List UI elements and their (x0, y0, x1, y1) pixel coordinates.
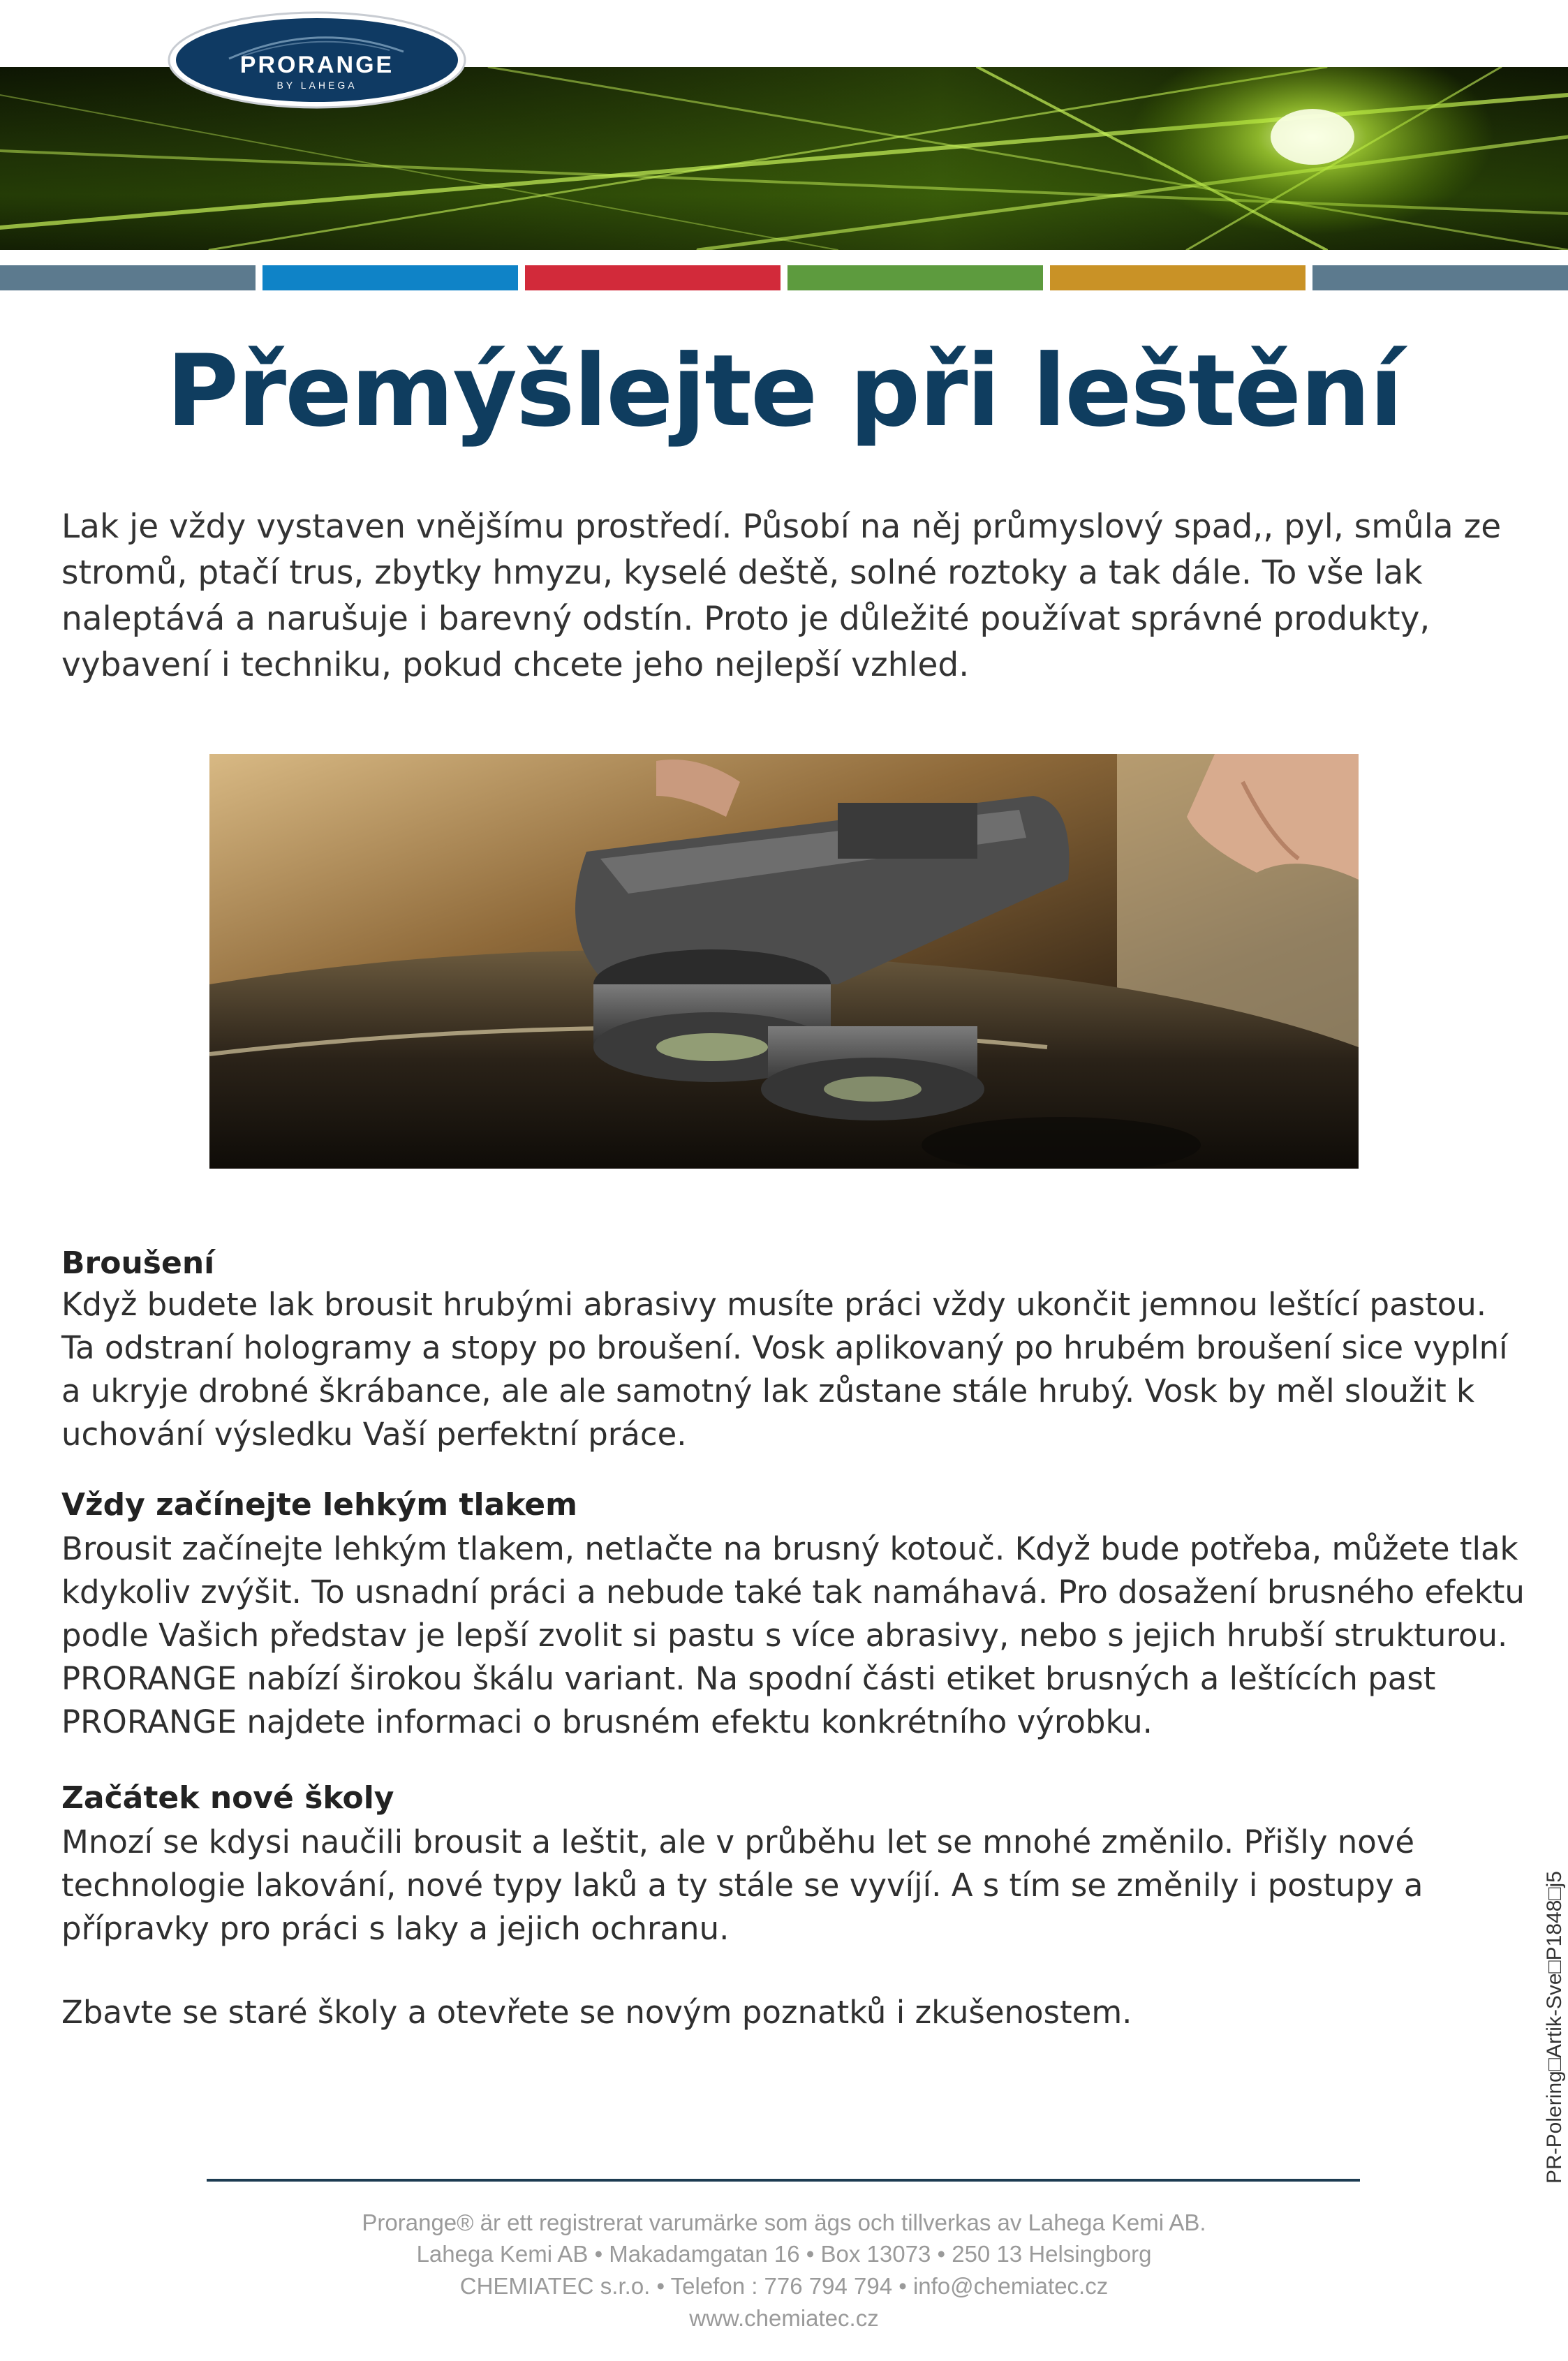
footer-contact: CHEMIATEC s.r.o. • Telefon : 776 794 794 • info@chemiatec.cz (459, 2273, 1109, 2299)
section-heading: Vždy začínejte lehkým tlakem (61, 1487, 577, 1523)
logo-name: PRORANGE (239, 52, 394, 78)
stripe (787, 265, 1043, 290)
footer-website: www.chemiatec.cz (689, 2305, 879, 2331)
intro-paragraph: Lak je vždy vystaven vnějšímu prostředí. Působí na něj průmyslový spad,, pyl, smůla ze stromů, ptačí trus, zbytky hmyzu, kyselé deště, solné roztoky a tak dále. To vše lak naleptává a narušuje i barevný odstín. Proto je důležité používat správné produkty, vybavení i techniku, pokud chcete jeho nejlepší vzhled. (61, 508, 1502, 684)
document-code: PR-Polering□Artik-Sve□P1848□j5 (1543, 1871, 1566, 2184)
footer-address: Lahega Kemi AB • Makadamgatan 16 • Box 13073 • 250 13 Helsingborg (416, 2241, 1152, 2267)
footer-divider (207, 2179, 1360, 2182)
stripe (1312, 265, 1568, 290)
section-body: Mnozí se kdysi naučili brousit a leštit, ale v průběhu let se mnohé změnilo. Přišly nové technologie lakování, nové typy laků a ty stále se vyvíjí. A s tím se změnily i postupy a přípravky pro práci s laky a jejich ochranu. (61, 1823, 1423, 1947)
page-title: Přemýšlejte při leštění (166, 334, 1402, 449)
closing-line: Zbavte se staré školy a otevřete se novým poznatků i zkušenostem. (61, 1994, 1132, 2031)
section-heading: Začátek nové školy (61, 1780, 394, 1816)
stripe (262, 265, 518, 290)
footer-trademark: Prorange® är ett registrerat varumärke som ägs och tillverkas av Lahega Kemi AB. (362, 2210, 1206, 2235)
stripe (0, 265, 256, 290)
color-stripes (0, 265, 1568, 290)
prorange-logo (166, 10, 468, 110)
stripe (1050, 265, 1306, 290)
stripe (525, 265, 781, 290)
section-body: Když budete lak brousit hrubými abrasivy musíte práci vždy ukončit jemnou leštící pastou. Ta odstraní hologramy a stopy po broušení. Vosk aplikovaný po hrubém broušení sice vyplní a ukryje drobné škrábance, ale ale samotný lak zůstane stále hrubý. Vosk by měl sloužit k uchování výsledku Vaší perfektní práce. (61, 1286, 1508, 1453)
polishing-photo (209, 754, 1359, 1169)
section-body: Brousit začínejte lehkým tlakem, netlačte na brusný kotouč. Když bude potřeba, můžete tlak kdykoliv zvýšit. To usnadní práci a nebude také tak namáhavá. Pro dosažení brusného efektu podle Vašich představ je lepší zvolit si pastu s více abrasivy, nebo s jejich hrubší strukturou. PRORANGE nabízí širokou škálu variant. Na spodní části etiket brusných a leštících past PRORANGE najdete informaci o brusném efektu konkrétního výrobku. (61, 1530, 1525, 1740)
logo-subtitle: BY LAHEGA (276, 80, 357, 91)
section-heading: Broušení (61, 1245, 215, 1281)
